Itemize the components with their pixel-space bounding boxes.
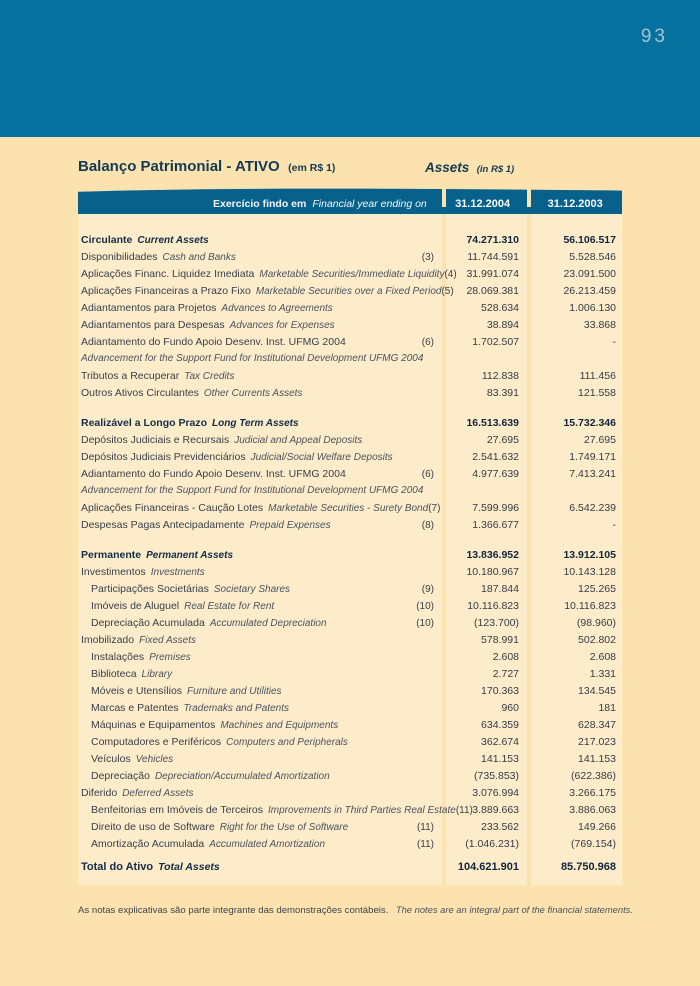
note-reference: (4) bbox=[444, 268, 457, 280]
label-pt: Outros Ativos Circulantes bbox=[81, 386, 199, 399]
table-row bbox=[78, 733, 622, 750]
value-2003: 181 bbox=[598, 701, 616, 714]
label-en: Marketable Securities over a Fixed Period bbox=[255, 285, 442, 297]
label-en: Long Term Assets bbox=[212, 417, 299, 429]
value-2003: 6.542.239 bbox=[569, 501, 616, 514]
table-row bbox=[78, 546, 622, 563]
label-cell bbox=[78, 267, 457, 280]
note-reference: (7) bbox=[428, 502, 441, 514]
table-row bbox=[78, 333, 622, 350]
value-2004: 2.608 bbox=[492, 650, 519, 663]
value-2004: 233.562 bbox=[481, 820, 519, 833]
label-en: Total Assets bbox=[158, 861, 220, 873]
label-cell bbox=[78, 336, 442, 348]
note-reference: (6) bbox=[421, 336, 434, 348]
header-label-en: Financial year ending on bbox=[312, 198, 427, 210]
value-2004: 104.621.901 bbox=[457, 861, 519, 873]
value-2004: 10.180.967 bbox=[466, 565, 519, 578]
label-cell bbox=[78, 583, 442, 595]
label-cell bbox=[78, 319, 442, 331]
label-cell bbox=[78, 370, 442, 382]
label-en: Judicial and Appeal Deposits bbox=[234, 434, 363, 446]
table-row bbox=[78, 835, 622, 852]
table-row bbox=[78, 818, 622, 835]
label-en: Investments bbox=[150, 566, 205, 578]
value-2004: (123.700) bbox=[474, 616, 519, 629]
value-2003: 10.143.128 bbox=[563, 565, 616, 578]
label-cell bbox=[78, 617, 442, 629]
label-pt: Depósitos Judiciais e Recursais bbox=[81, 433, 230, 446]
footnote-portuguese: As notas explicativas são parte integrante das demonstrações contábeis. bbox=[78, 905, 389, 916]
value-2003: 3.886.063 bbox=[569, 803, 616, 816]
value-2004: 11.744.591 bbox=[467, 250, 519, 263]
column-header-2003: 31.12.2003 bbox=[547, 198, 603, 210]
label-pt: Benfeitorias em Imóveis de Terceiros bbox=[91, 803, 263, 816]
footnote bbox=[78, 900, 633, 918]
table-row bbox=[78, 499, 622, 516]
label-cell bbox=[78, 719, 442, 731]
label-en: Furniture and Utilities bbox=[187, 685, 282, 697]
note-reference: (11) bbox=[455, 804, 473, 816]
label-cell bbox=[78, 668, 442, 680]
title-english-wrap bbox=[425, 159, 514, 177]
value-2004: 4.977.639 bbox=[472, 467, 519, 480]
value-2003: 23.091.500 bbox=[563, 267, 616, 280]
label-pt: Instalações bbox=[91, 650, 145, 663]
table-row bbox=[78, 614, 622, 631]
value-2004: 27.695 bbox=[486, 433, 519, 446]
value-2003: 125.265 bbox=[578, 582, 616, 595]
label-pt: Adiantamentos para Despesas bbox=[81, 318, 225, 331]
table-row bbox=[78, 414, 622, 431]
value-2003: 121.558 bbox=[578, 386, 616, 399]
label-pt: Aplicações Financeiras a Prazo Fixo bbox=[81, 284, 251, 297]
label-cell bbox=[78, 502, 442, 514]
label-pt: Tributos a Recuperar bbox=[81, 369, 180, 382]
value-2004: 578.991 bbox=[481, 633, 519, 646]
title-unit-english: (in R$ 1) bbox=[476, 164, 515, 175]
value-2004: 141.153 bbox=[481, 752, 519, 765]
label-pt: Adiantamento do Fundo Apoio Desenv. Inst. UFMG 2004 bbox=[81, 467, 346, 480]
label-cell bbox=[78, 634, 442, 646]
footnote-english: The notes are an integral part of the financial statements. bbox=[395, 904, 633, 915]
label-en: Premises bbox=[149, 651, 191, 663]
label-cell bbox=[78, 600, 442, 612]
label-en: Depreciation/Accumulated Amortization bbox=[154, 770, 330, 782]
label-pt: Aplicações Financ. Liquidez Imediata bbox=[81, 267, 255, 280]
label-pt: Circulante bbox=[81, 233, 133, 246]
note-reference: (6) bbox=[421, 468, 434, 480]
value-2004: 634.359 bbox=[481, 718, 519, 731]
page-number: 93 bbox=[640, 26, 668, 47]
value-2004: 3.076.994 bbox=[472, 786, 519, 799]
label-cell bbox=[78, 234, 442, 246]
value-2004: 16.513.639 bbox=[466, 416, 519, 429]
label-en: Advancement for the Support Fund for Institutional Development UFMG 2004 bbox=[81, 353, 424, 364]
table-body bbox=[78, 214, 622, 885]
label-cell bbox=[78, 451, 442, 463]
table-row bbox=[78, 516, 622, 533]
label-cell bbox=[78, 302, 442, 314]
table-row bbox=[78, 767, 622, 784]
label-cell bbox=[78, 702, 442, 714]
label-en: Accumulated Amortization bbox=[209, 838, 326, 850]
label-cell bbox=[78, 251, 442, 263]
table-row bbox=[78, 597, 622, 614]
table-row bbox=[78, 563, 622, 580]
page-content bbox=[78, 137, 633, 918]
label-pt: Veículos bbox=[91, 752, 131, 765]
table-row bbox=[78, 350, 622, 367]
value-2004: 1.366.677 bbox=[472, 518, 519, 531]
label-cell bbox=[78, 566, 442, 578]
label-en: Advances to Agreements bbox=[221, 302, 333, 314]
label-cell bbox=[78, 353, 442, 364]
table-row bbox=[78, 367, 622, 384]
value-2003: 2.608 bbox=[589, 650, 616, 663]
label-pt: Depósitos Judiciais Previdenciários bbox=[81, 450, 246, 463]
label-pt: Investimentos bbox=[81, 565, 146, 578]
label-pt: Máquinas e Equipamentos bbox=[91, 718, 216, 731]
value-2003: 1.006.130 bbox=[569, 301, 616, 314]
label-en: Computers and Peripherals bbox=[226, 736, 348, 748]
value-2003: 15.732.346 bbox=[563, 416, 616, 429]
table-row bbox=[78, 248, 622, 265]
value-2003: - bbox=[612, 335, 616, 348]
table-row bbox=[78, 465, 622, 482]
value-2004: 960 bbox=[501, 701, 519, 714]
header-bar-curve bbox=[78, 187, 622, 194]
value-2003: 13.912.105 bbox=[563, 548, 616, 561]
value-2003: 141.153 bbox=[578, 752, 616, 765]
label-pt: Realizável a Longo Prazo bbox=[81, 416, 208, 429]
note-reference: (3) bbox=[421, 251, 434, 263]
label-en: Trademaks and Patents bbox=[183, 702, 289, 714]
label-pt: Depreciação Acumulada bbox=[91, 616, 205, 629]
label-cell bbox=[78, 753, 442, 765]
label-en: Judicial/Social Welfare Deposits bbox=[250, 451, 393, 463]
value-2004: 7.599.996 bbox=[472, 501, 519, 514]
label-pt: Aplicações Financeiras - Caução Lotes bbox=[81, 501, 264, 514]
label-en: Machines and Equipments bbox=[220, 719, 339, 731]
value-2003: (98.960) bbox=[576, 616, 616, 629]
label-cell bbox=[78, 417, 442, 429]
value-2003: (622.386) bbox=[571, 769, 616, 782]
value-2003: 5.528.546 bbox=[569, 250, 616, 263]
label-cell bbox=[78, 803, 473, 816]
label-cell bbox=[78, 685, 442, 697]
label-en: Improvements in Third Parties Real Estate bbox=[267, 804, 456, 816]
note-reference: (10) bbox=[416, 617, 434, 629]
value-2003: (769.154) bbox=[571, 837, 616, 850]
value-2004: 83.391 bbox=[486, 386, 519, 399]
value-2003: 1.749.171 bbox=[569, 450, 616, 463]
label-pt: Biblioteca bbox=[91, 667, 137, 680]
header-divider bbox=[442, 180, 446, 207]
table-row bbox=[78, 665, 622, 682]
label-en: Marketable Securities/Immediate Liquidity bbox=[259, 268, 445, 280]
header-label-pt: Exercício findo em bbox=[212, 198, 307, 210]
value-2004: 31.991.074 bbox=[466, 267, 519, 280]
note-reference: (8) bbox=[421, 519, 434, 531]
value-2003: 7.413.241 bbox=[569, 467, 616, 480]
value-2003: 85.750.968 bbox=[560, 861, 616, 873]
label-pt: Adiantamentos para Projetos bbox=[81, 301, 217, 314]
value-2003: 502.802 bbox=[578, 633, 616, 646]
label-en: Marketable Securities - Surety Bond bbox=[268, 502, 429, 514]
table-row bbox=[78, 801, 622, 818]
value-2004: 187.844 bbox=[481, 582, 519, 595]
value-2003: 26.213.459 bbox=[563, 284, 616, 297]
value-2004: 10.116.823 bbox=[467, 599, 519, 612]
label-pt: Permanente bbox=[81, 548, 142, 561]
label-cell bbox=[78, 387, 442, 399]
table-total-row bbox=[78, 857, 622, 877]
title-unit-portuguese: (em R$ 1) bbox=[288, 162, 336, 174]
value-2003: 217.023 bbox=[578, 735, 616, 748]
header-divider bbox=[527, 180, 531, 207]
label-pt: Adiantamento do Fundo Apoio Desenv. Inst. UFMG 2004 bbox=[81, 335, 346, 348]
label-en: Tax Credits bbox=[184, 370, 235, 382]
label-cell bbox=[78, 770, 442, 782]
value-2004: (735.853) bbox=[474, 769, 519, 782]
label-cell bbox=[78, 284, 454, 297]
value-2004: 170.363 bbox=[481, 684, 519, 697]
title-portuguese: Balanço Patrimonial - ATIVO bbox=[78, 158, 280, 175]
table-header-bar bbox=[78, 187, 622, 214]
label-en: Accumulated Depreciation bbox=[209, 617, 327, 629]
label-cell bbox=[78, 468, 442, 480]
value-2003: 149.266 bbox=[578, 820, 616, 833]
label-en: Other Currents Assets bbox=[203, 387, 303, 399]
table-row bbox=[78, 682, 622, 699]
label-cell bbox=[78, 838, 442, 850]
value-2004: 3.889.663 bbox=[472, 803, 519, 816]
table-row bbox=[78, 482, 622, 499]
value-2004: 74.271.310 bbox=[466, 233, 519, 246]
table-row bbox=[78, 265, 622, 282]
value-2004: 528.634 bbox=[481, 301, 519, 314]
value-2004: 2.541.632 bbox=[472, 450, 519, 463]
table-row bbox=[78, 784, 622, 801]
label-pt: Diferido bbox=[81, 786, 118, 799]
value-2003: 27.695 bbox=[583, 433, 616, 446]
label-cell bbox=[78, 434, 442, 446]
value-2004: 112.838 bbox=[481, 369, 519, 382]
label-cell bbox=[78, 787, 442, 799]
label-cell bbox=[78, 821, 442, 833]
table-row bbox=[78, 699, 622, 716]
column-header-2004: 31.12.2004 bbox=[455, 198, 511, 210]
label-en: Fixed Assets bbox=[139, 634, 196, 646]
header-bar-rect bbox=[78, 194, 622, 214]
label-pt: Computadores e Periféricos bbox=[91, 735, 222, 748]
value-2003: 628.347 bbox=[578, 718, 616, 731]
value-2003: 10.116.823 bbox=[564, 599, 616, 612]
table-row bbox=[78, 431, 622, 448]
value-2003: 33.868 bbox=[583, 318, 616, 331]
label-en: Prepaid Expenses bbox=[249, 519, 331, 531]
label-pt: Disponibilidades bbox=[81, 250, 158, 263]
table-row bbox=[78, 316, 622, 333]
value-2003: 56.106.517 bbox=[563, 233, 616, 246]
label-en: Societary Shares bbox=[213, 583, 291, 595]
document-title-row bbox=[78, 158, 622, 180]
value-2003: 111.456 bbox=[579, 369, 616, 382]
label-cell bbox=[78, 549, 442, 561]
note-reference: (5) bbox=[441, 285, 454, 297]
label-en: Library bbox=[141, 668, 173, 680]
label-pt: Imobilizado bbox=[81, 633, 135, 646]
top-banner bbox=[0, 0, 700, 137]
label-pt: Marcas e Patentes bbox=[91, 701, 179, 714]
label-pt: Depreciação bbox=[91, 769, 150, 782]
note-reference: (11) bbox=[416, 821, 434, 833]
label-en: Real Estate for Rent bbox=[184, 600, 275, 612]
label-en: Right for the Use of Software bbox=[219, 821, 349, 833]
label-cell bbox=[78, 519, 442, 531]
value-2004: 362.674 bbox=[481, 735, 519, 748]
label-pt: Móveis e Utensílios bbox=[91, 684, 183, 697]
label-pt: Amortização Acumulada bbox=[91, 837, 205, 850]
table-row bbox=[78, 282, 622, 299]
value-2004: (1.046.231) bbox=[465, 837, 519, 850]
table-row bbox=[78, 648, 622, 665]
note-reference: (11) bbox=[416, 838, 434, 850]
label-en: Advances for Expenses bbox=[229, 319, 335, 331]
label-en: Current Assets bbox=[137, 234, 209, 246]
table-row bbox=[78, 448, 622, 465]
label-pt: Total do Ativo bbox=[81, 861, 154, 873]
table-row bbox=[78, 716, 622, 733]
value-2003: - bbox=[612, 518, 616, 531]
value-2003: 1.331 bbox=[589, 667, 616, 680]
title-english: Assets bbox=[425, 160, 470, 175]
label-en: Advancement for the Support Fund for Institutional Development UFMG 2004 bbox=[81, 485, 424, 496]
label-en: Vehicles bbox=[135, 753, 174, 765]
label-en: Cash and Banks bbox=[162, 251, 236, 263]
label-cell bbox=[78, 651, 442, 663]
label-en: Deferred Assets bbox=[122, 787, 194, 799]
table-row bbox=[78, 750, 622, 767]
value-2004: 2.727 bbox=[492, 667, 519, 680]
table-row bbox=[78, 580, 622, 597]
table-row bbox=[78, 299, 622, 316]
label-en: Permanent Assets bbox=[146, 549, 233, 561]
label-pt: Despesas Pagas Antecipadamente bbox=[81, 518, 245, 531]
label-cell bbox=[78, 485, 442, 496]
value-2004: 13.836.952 bbox=[466, 548, 519, 561]
label-cell bbox=[78, 861, 442, 873]
label-pt: Participações Societárias bbox=[91, 582, 209, 595]
table-row bbox=[78, 631, 622, 648]
value-2004: 1.702.507 bbox=[472, 335, 519, 348]
table-row bbox=[78, 384, 622, 401]
note-reference: (10) bbox=[416, 600, 434, 612]
value-2003: 3.266.175 bbox=[569, 786, 616, 799]
label-cell bbox=[78, 736, 442, 748]
label-pt: Imóveis de Aluguel bbox=[91, 599, 180, 612]
table-row bbox=[78, 231, 622, 248]
value-2004: 38.894 bbox=[486, 318, 519, 331]
value-2004: 28.069.381 bbox=[466, 284, 519, 297]
note-reference: (9) bbox=[421, 583, 434, 595]
value-2003: 134.545 bbox=[578, 684, 616, 697]
header-label-cell bbox=[78, 194, 437, 214]
label-pt: Direito de uso de Software bbox=[91, 820, 215, 833]
